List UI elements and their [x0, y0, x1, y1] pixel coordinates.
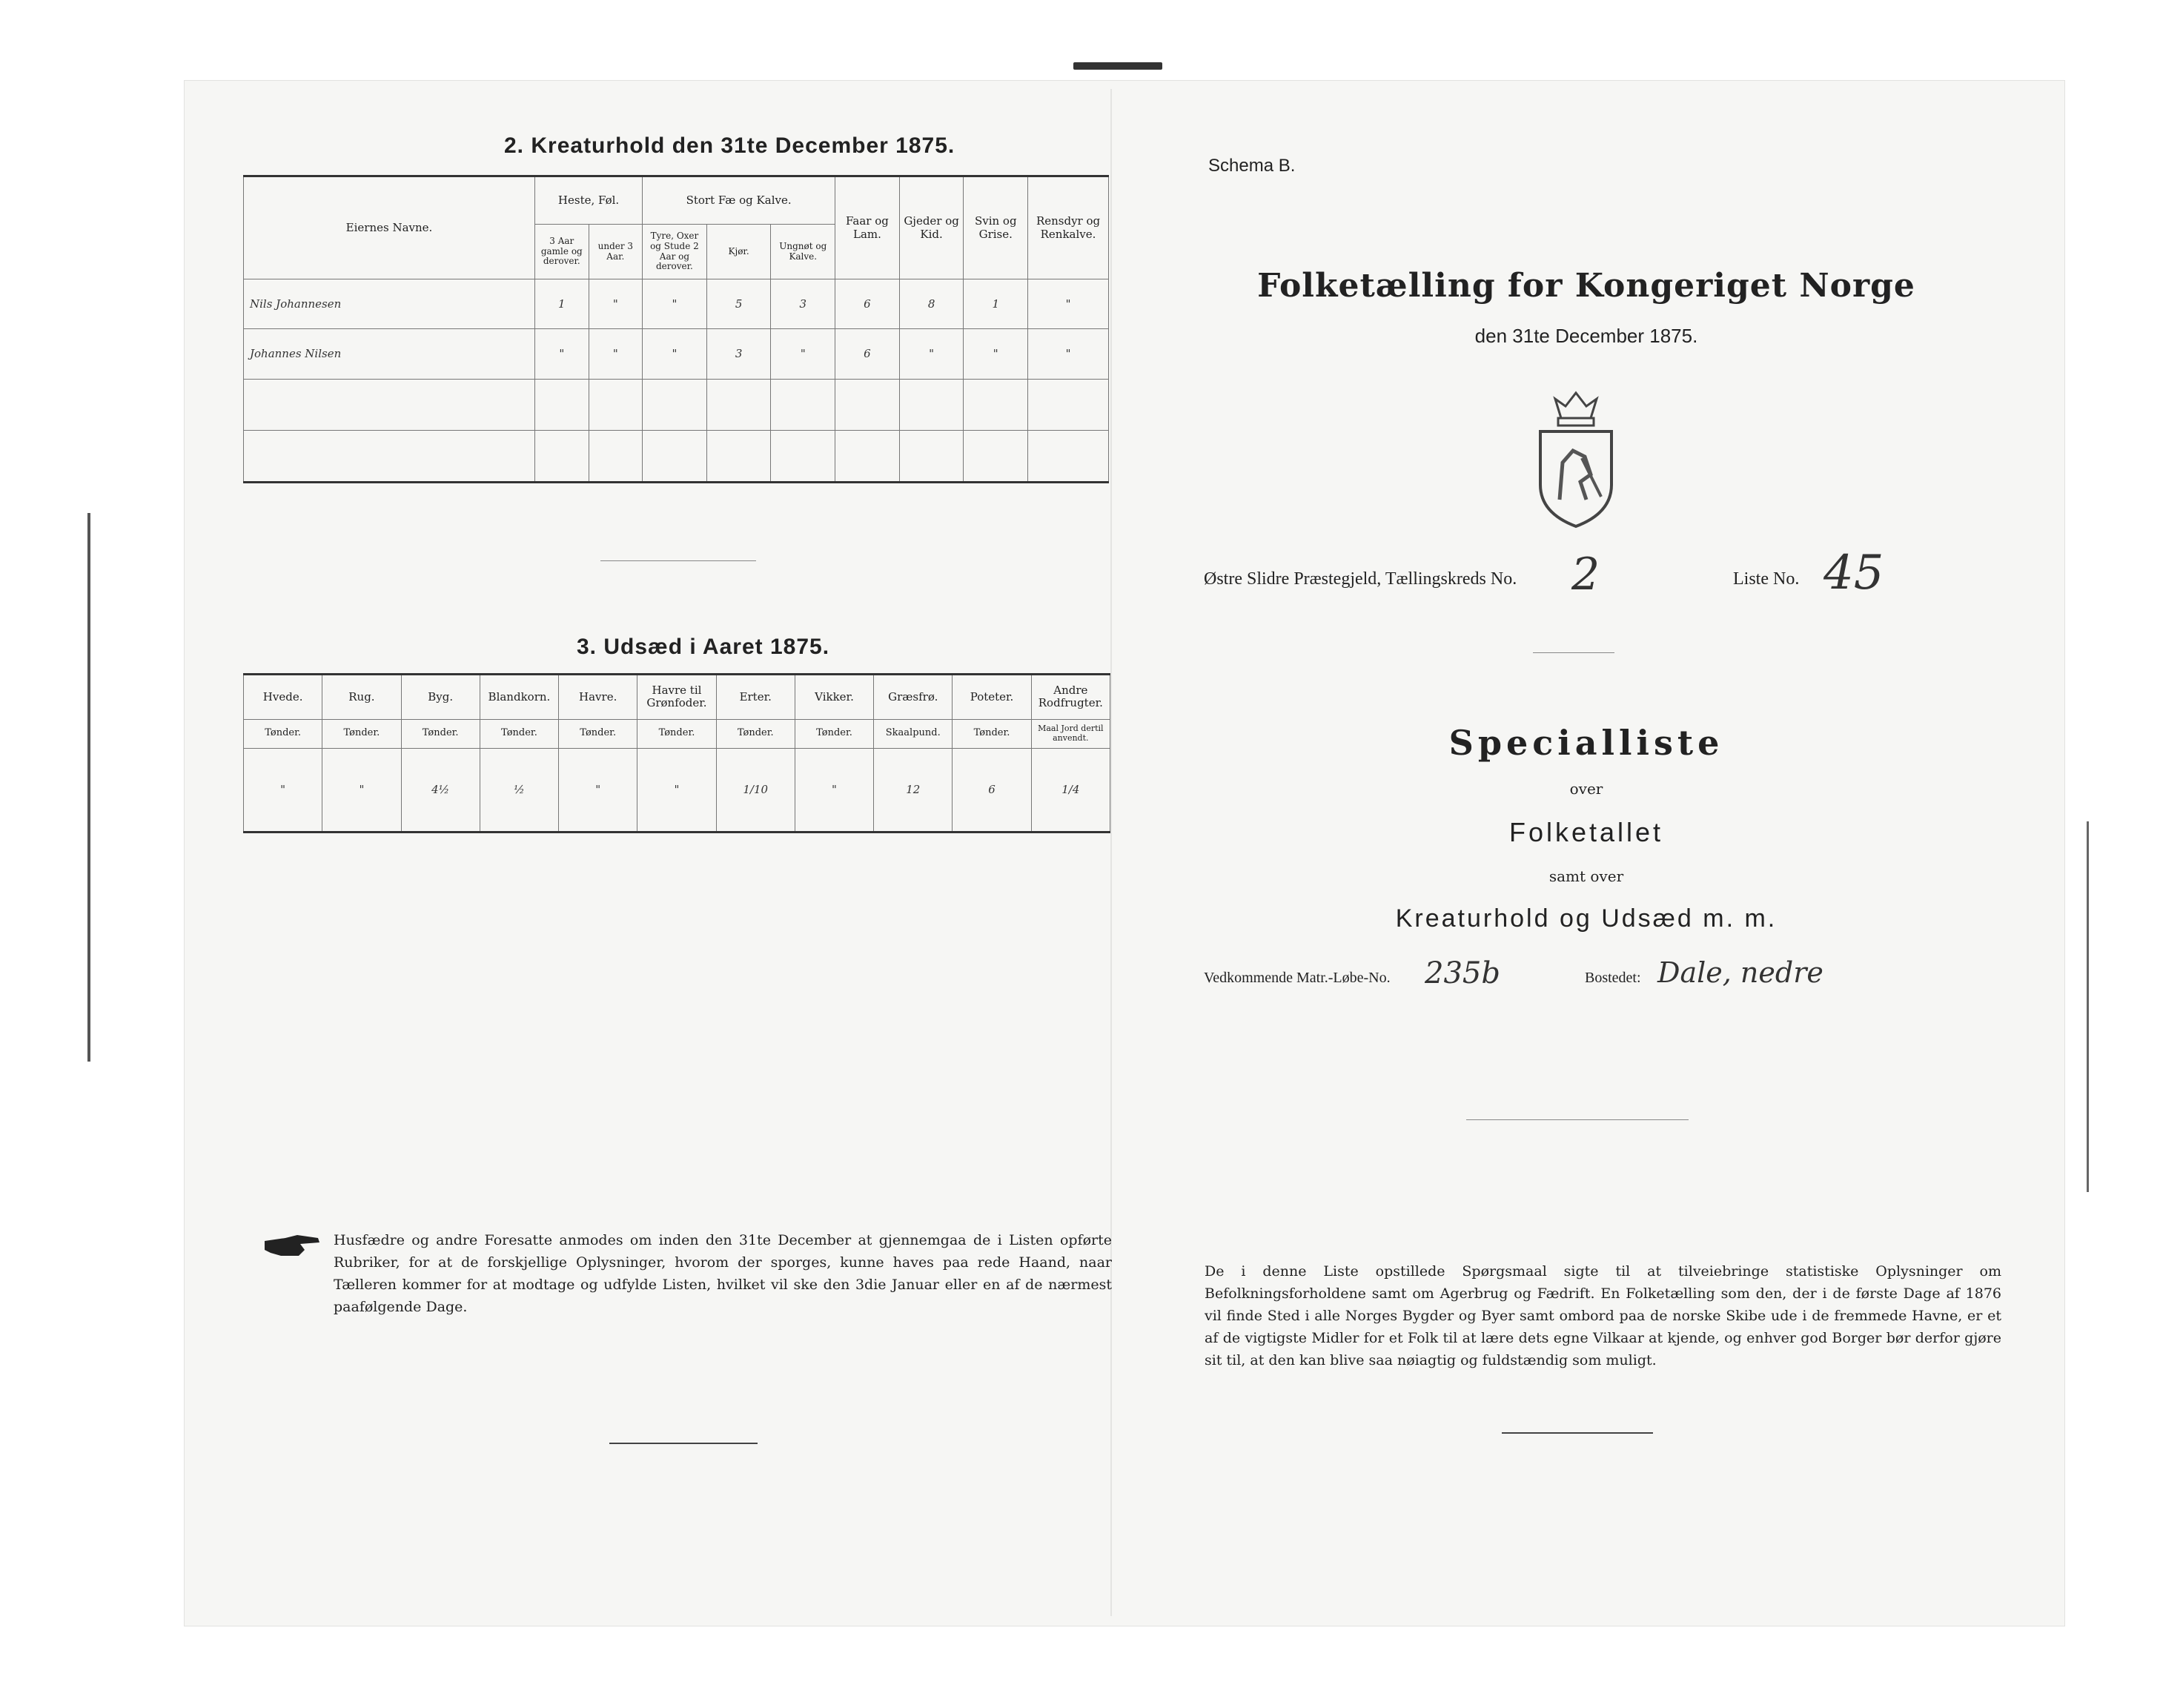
- census-date: den 31te December 1875.: [1474, 325, 1698, 347]
- cell-value: ": [244, 749, 322, 833]
- cell-value: ": [643, 279, 707, 329]
- cell-value: 6: [835, 329, 900, 379]
- horses-adult-header: 3 Aar gamle og derover.: [535, 224, 589, 279]
- cell-value: ": [637, 749, 716, 833]
- liste-number: 45: [1823, 546, 1884, 600]
- info-paragraph: De i denne Liste opstillede Spørgsmaal sigte til at tilveiebringe statistiske Oplysninger om Befolkningsforholdene samt om Agerbrug og Fædrift. En Folketælling som den, der i de første Dage af 1876 vil finde Sted i alle Norges Bygder og Byer samt ombord paa de norske Skibe ude i de fremmede Havne, er et af de vigtigste Midler for et Folk til at lære dets egne Vilkaar at kjende, og enhver god Borger bør derfor gjøre sit til, at den kan blive saa nøiagtig og fuldstændig som muligt.: [1205, 1263, 2001, 1368]
- goats-header: Gjeder og Kid.: [899, 176, 964, 279]
- unit-label: Tønder.: [953, 719, 1031, 749]
- cell-value: ": [589, 279, 643, 329]
- kreaturhold-heading: Kreaturhold og Udsæd m. m.: [1395, 904, 1778, 933]
- cattle-header: Stort Fæ og Kalve.: [643, 176, 835, 225]
- unit-label: Skaalpund.: [874, 719, 953, 749]
- district-number: 2: [1571, 549, 1600, 600]
- cell-value: ": [643, 329, 707, 379]
- pointing-hand-icon: [263, 1231, 322, 1260]
- cell-value: 12: [874, 749, 953, 833]
- cows-header: Kjør.: [706, 224, 771, 279]
- reindeer-header: Rensdyr og Renkalve.: [1028, 176, 1109, 279]
- owner-name: Johannes Nilsen: [244, 329, 535, 379]
- horses-young-header: under 3 Aar.: [589, 224, 643, 279]
- cell-value: ": [1028, 279, 1109, 329]
- table-row: [244, 379, 1109, 431]
- calves-header: Ungnøt og Kalve.: [771, 224, 835, 279]
- page-title: Folketælling for Kongeriget Norge: [1257, 267, 1915, 305]
- table-row: [244, 749, 1110, 833]
- notice-text: Husfædre og andre Foresatte anmodes om inden den 31te December at gjennemgaa de i Listen opførte Rubriker, for at de forskjellige Oplysninger, hvorom der sporges, kunne haves paa rede Haand, naar Tælleren kommer for at modtage og udfylde Listen, hvilket vil ske den 3die Januar eller en af de nærmest paafølgende Dage.: [334, 1232, 1112, 1315]
- cell-value: 6: [835, 279, 900, 329]
- table-row: [244, 279, 1109, 329]
- divider: [1466, 1119, 1689, 1120]
- cell-value: 5: [706, 279, 771, 329]
- sheep-header: Faar og Lam.: [835, 176, 900, 279]
- col-header: Erter.: [716, 675, 795, 720]
- specialliste-heading: Specialliste: [1448, 723, 1724, 763]
- top-binding-mark: [1073, 62, 1162, 70]
- schema-label: Schema B.: [1208, 156, 1296, 176]
- col-header: Rug.: [322, 675, 401, 720]
- left-edge-shadow: [87, 513, 90, 1062]
- matr-number: 235b: [1425, 956, 1500, 990]
- col-header: Andre Rodfrugter.: [1031, 675, 1110, 720]
- over-label: over: [1569, 780, 1603, 798]
- owner-name: Nils Johannesen: [244, 279, 535, 329]
- table-row: [244, 431, 1109, 483]
- unit-label: Tønder.: [637, 719, 716, 749]
- unit-label: Tønder.: [795, 719, 873, 749]
- unit-label: Maal Jord dertil anvendt.: [1031, 719, 1110, 749]
- unit-label: Tønder.: [716, 719, 795, 749]
- cell-value: ": [795, 749, 873, 833]
- cell-value: ": [589, 329, 643, 379]
- unit-label: Tønder.: [559, 719, 637, 749]
- seed-table: [243, 673, 1110, 833]
- cell-value: 8: [899, 279, 964, 329]
- col-header: Byg.: [401, 675, 480, 720]
- pigs-header: Svin og Grise.: [964, 176, 1028, 279]
- cell-value: ": [1028, 329, 1109, 379]
- cell-value: 1: [964, 279, 1028, 329]
- samt-over-label: samt over: [1548, 867, 1624, 885]
- section-3-title: 3. Udsæd i Aaret 1875.: [577, 635, 830, 659]
- divider: [1502, 1432, 1653, 1434]
- bosted-label: Bostedet:: [1585, 970, 1641, 986]
- cell-value: 3: [771, 279, 835, 329]
- divider: [600, 560, 756, 561]
- cell-value: ½: [480, 749, 558, 833]
- cell-value: ": [559, 749, 637, 833]
- unit-label: Tønder.: [244, 719, 322, 749]
- col-header: Hvede.: [244, 675, 322, 720]
- unit-label: Tønder.: [401, 719, 480, 749]
- livestock-table: [243, 175, 1109, 483]
- cell-value: 1: [535, 279, 589, 329]
- coat-of-arms-icon: [1533, 388, 1619, 529]
- cell-value: ": [964, 329, 1028, 379]
- col-header: Blandkorn.: [480, 675, 558, 720]
- divider: [609, 1443, 758, 1444]
- unit-label: Tønder.: [322, 719, 401, 749]
- horses-header: Heste, Føl.: [535, 176, 643, 225]
- table-row: [244, 329, 1109, 379]
- folketallet-heading: Folketallet: [1508, 817, 1664, 847]
- bulls-oxen-header: Tyre, Oxer og Stude 2 Aar og derover.: [643, 224, 707, 279]
- col-header: Poteter.: [953, 675, 1031, 720]
- col-header: Vikker.: [795, 675, 873, 720]
- unit-label: Tønder.: [480, 719, 558, 749]
- bosted-value: Dale, nedre: [1657, 956, 1823, 989]
- section-2-title: 2. Kreaturhold den 31te December 1875.: [504, 133, 955, 158]
- col-header: Græsfrø.: [874, 675, 953, 720]
- cell-value: 3: [706, 329, 771, 379]
- cell-value: 1/4: [1031, 749, 1110, 833]
- cell-value: ": [771, 329, 835, 379]
- district-label: Østre Slidre Præstegjeld, Tællingskreds No.: [1204, 569, 1517, 589]
- col-header: Havre.: [559, 675, 637, 720]
- matr-label: Vedkommende Matr.-Løbe-No.: [1204, 970, 1391, 986]
- cell-value: ": [322, 749, 401, 833]
- cell-value: 6: [953, 749, 1031, 833]
- cell-value: 1/10: [716, 749, 795, 833]
- owner-name-header: Eiernes Navne.: [244, 176, 535, 279]
- cell-value: ": [899, 329, 964, 379]
- cell-value: ": [535, 329, 589, 379]
- divider: [1533, 652, 1614, 653]
- cell-value: 4½: [401, 749, 480, 833]
- right-edge-shadow: [2087, 821, 2089, 1192]
- col-header: Havre til Grønfoder.: [637, 675, 716, 720]
- page-fold: [1110, 89, 1112, 1616]
- liste-label: Liste No.: [1733, 569, 1800, 589]
